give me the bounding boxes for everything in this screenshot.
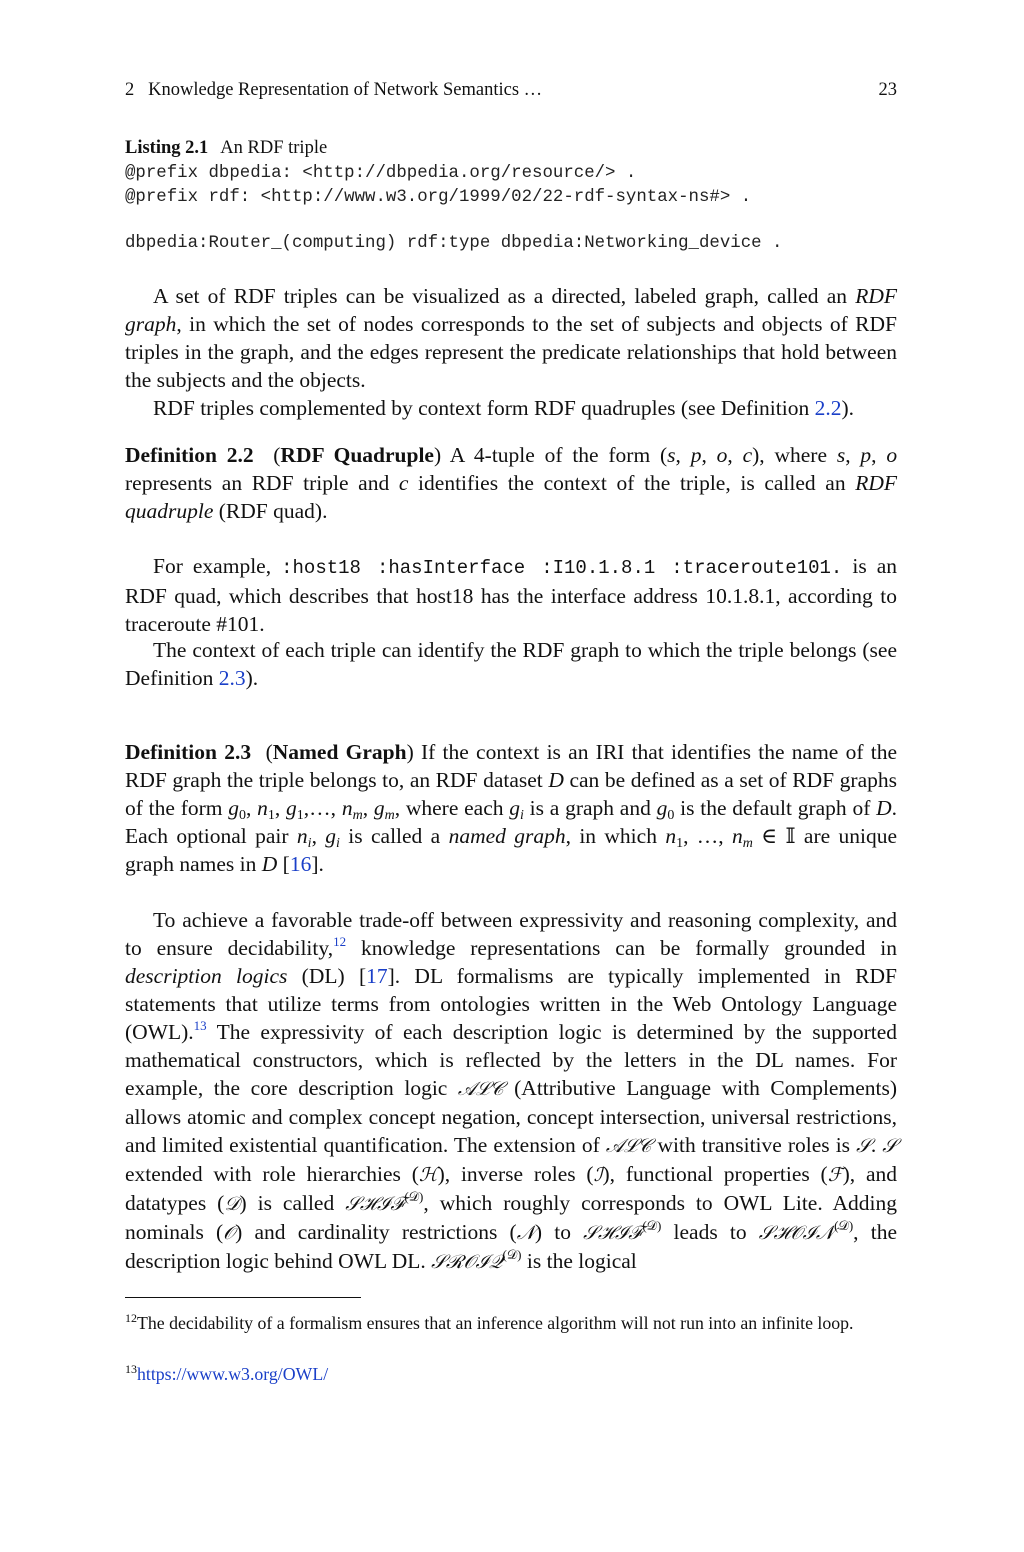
paragraph-description-logics: To achieve a favorable trade-off between expressivity and reasoning complexity, and to ensure decidability,$^{12}$ knowledge representations can be formally grounded in description logics (DL) [17]. DL formalisms are typically implemented in RDF statements that utilize terms from ontologies written in the Web Ontology Language (OWL).$^{13}$ The expressivity of each description logic is determined by the supported mathematical constructors, which is reflected by the letters in the DL names. For example, the core description logic 𝒜ℒ𝒞 (Attributive Language with Complements) allows atomic and complex concept negation, concept intersection, universal restrictions, and limited existential quantification. The extension of 𝒜ℒ𝒞 with transitive roles is 𝒮. 𝒮 extended with role hierarchies (ℋ), inverse roles (ℐ), functional properties (ℱ), and datatypes (𝒟) is called 𝒮ℋℐℱ$^{(𝒟)}$, which roughly corresponds to OWL Lite. Adding nominals (𝒪) and cardinality restrictions (𝒩) to 𝒮ℋℐℱ$^{(𝒟)}$ leads to 𝒮ℋ𝒪ℐ𝒩$^{(𝒟)}$, the description logic behind OWL DL. 𝒮ℛ𝒪ℐ𝒬$^{(𝒟)}$ is the logical	[125, 908, 898, 1273]
listing-title: An RDF triple	[220, 138, 328, 158]
paragraph-rdf-quadruples: RDF triples complemented by context form RDF quadruples (see Definition 2.2).	[153, 396, 855, 420]
footnote-rule	[125, 1297, 361, 1298]
paragraph-context: The context of each triple can identify the RDF graph to which the triple belongs (see Definition 2.3).	[125, 638, 897, 690]
reference-16-link[interactable]: 16	[289, 852, 312, 876]
running-head	[125, 80, 897, 101]
definition-name: Named Graph	[272, 740, 407, 764]
code-line-2: @prefix rdf: <http://www.w3.org/1999/02/22-rdf-syntax-ns#> .	[125, 188, 752, 207]
footnote-13	[125, 1362, 897, 1386]
paragraph-rdf-graph: A set of RDF triples can be visualized as a directed, labeled graph, called an RDF graph, in which the set of nodes corresponds to the set of subjects and objects of RDF triples in the graph, and the edges represent the predicate relationships that hold between the subjects and the objects.	[125, 284, 897, 392]
listing-label: Listing 2.1	[125, 138, 209, 158]
definition-2-3-link[interactable]: 2.3	[218, 666, 246, 690]
definition-name: RDF Quadruple	[280, 443, 434, 467]
code-line-1: @prefix dbpedia: <http://dbpedia.org/resource/> .	[125, 164, 637, 183]
definition-2-3: Definition 2.3 (Named Graph) If the context is an IRI that identifies the name of the RDF graph the triple belongs to, an RDF dataset D can be defined as a set of RDF graphs of the form $g_0$, $n_1$, $g_1,\dots$, $n_m$, $g_m$, where each $g_i$ is a graph and $g_0$ is the default graph of D. Each optional pair $n_i$, $g_i$ is called a named graph, in which $n_1$, …, $n_m$ ∈ 𝕀 are unique graph names in D [16].	[125, 740, 898, 876]
definition-label: Definition 2.2	[125, 443, 254, 467]
definition-2-2: Definition 2.2 (RDF Quadruple) A 4-tuple of the form (s, p, o, c), where s, p, o represents an RDF triple and c identifies the context of the triple, is called an RDF quadruple (RDF quad).	[125, 443, 898, 523]
quad-example-code: :host18 :hasInterface :I10.1.8.1 :traceroute101.	[281, 557, 843, 579]
listing-caption	[125, 138, 327, 159]
code-line-3: dbpedia:Router_(computing) rdf:type dbpedia:Networking_device .	[125, 234, 783, 253]
footnote-12-marker[interactable]: 12	[333, 934, 347, 949]
footnote-number: 12	[125, 1311, 137, 1325]
definition-label: Definition 2.3	[125, 740, 252, 764]
definition-2-2-link[interactable]: 2.2	[814, 396, 842, 420]
owl-url-link[interactable]: https://www.w3.org/OWL/	[137, 1364, 329, 1384]
footnote-13-marker[interactable]: 13	[193, 1018, 207, 1033]
paragraph-example-quad: For example, :host18 :hasInterface :I10.1.8.1 :traceroute101. is an RDF quad, which describes that host18 has the interface address 10.1.8.1, according to traceroute #101.	[125, 554, 897, 636]
running-head-title: 2 Knowledge Representation of Network Semantics …	[125, 80, 543, 100]
reference-17-link[interactable]: 17	[366, 964, 388, 988]
footnote-12: $^{12}$The decidability of a formalism ensures that an inference algorithm will not run into an infinite loop.	[125, 1311, 854, 1333]
footnote-number: 13	[125, 1362, 137, 1376]
page-number: 23	[878, 80, 897, 100]
